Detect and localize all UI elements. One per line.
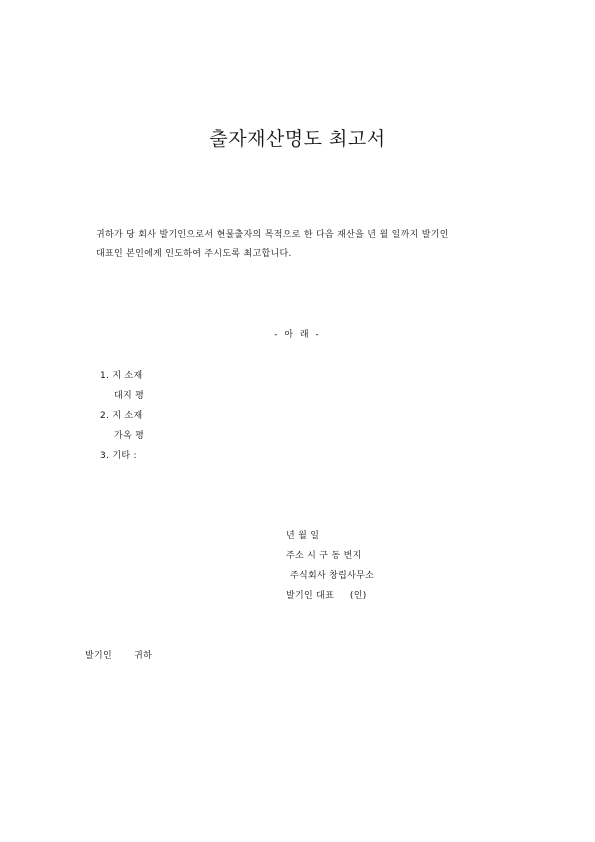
list-item-1: 1. 지 소재 xyxy=(100,371,143,381)
signature-representative: 발기인 대표 (인) xyxy=(286,591,367,601)
list-item-2: 2. 지 소재 xyxy=(100,411,143,421)
section-heading-below: - 아 래 - xyxy=(274,330,321,340)
list-item-1-detail: 대지 평 xyxy=(114,391,145,401)
list-item-2-detail: 가옥 평 xyxy=(114,431,145,441)
list-item-3: 3. 기타 : xyxy=(100,451,137,461)
signature-date: 년 월 일 xyxy=(286,531,320,541)
body-paragraph-line-1: 귀하가 당 회사 발기인으로서 현물출자의 목적으로 한 다음 재산을 년 월 일까지 발기인 xyxy=(96,230,449,240)
signature-company: 주식회사 창립사무소 xyxy=(290,571,375,581)
body-paragraph-line-2: 대표인 본인에게 인도하여 주시도록 최고합니다. xyxy=(96,249,292,259)
signature-address: 주소 시 구 동 번지 xyxy=(286,551,362,561)
recipient-line: 발기인 귀하 xyxy=(85,651,153,661)
document-title: 출자재산명도 최고서 xyxy=(209,128,386,150)
